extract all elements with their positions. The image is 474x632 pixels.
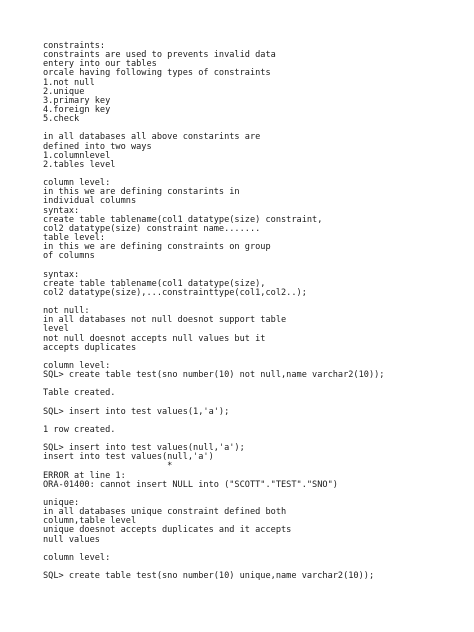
document-line: ERROR at line 1: [43, 470, 126, 481]
document-line: not null doesnot accepts null values but it [43, 333, 266, 344]
document-line: constraints are used to prevents invalid data [43, 50, 276, 61]
document-line: in this we are defining constraints on group [43, 242, 271, 253]
document-line: in all databases unique constraint defined both [43, 507, 287, 518]
document-line: constraints: [43, 41, 106, 51]
document-line: defined into two ways [43, 141, 152, 152]
document-line [43, 490, 463, 499]
document-line: 1.columnlevel [43, 150, 111, 161]
document-line [43, 261, 463, 270]
document-line: col2 datatype(size),...constrainttype(col1,col2..); [43, 287, 307, 298]
document-line: accepts duplicates [43, 342, 137, 353]
document-line: in all databases not null doesnot support table [43, 315, 287, 326]
document-line: syntax: [43, 205, 80, 216]
document-line: 3.primary key [43, 95, 111, 106]
document-line: in all databases all above constarints are [43, 132, 261, 143]
document-line: 5.check [43, 114, 80, 125]
document-line: 1.not null [43, 77, 95, 88]
document-line: column level: [43, 360, 111, 371]
document-line: entery into our tables [43, 59, 157, 70]
document-line: unique doesnot accepts duplicates and it accepts [43, 525, 292, 536]
document-line: not null: [43, 306, 90, 317]
document-line: level [43, 324, 69, 335]
document-line: column,table level [43, 516, 137, 527]
document-line: SQL> create table test(sno number(10) not null,name varchar2(10)); [43, 370, 385, 381]
document-line: ORA-01400: cannot insert NULL into ("SCOTT"."TEST"."SNO") [43, 479, 338, 490]
document-line: col2 datatype(size) constraint name....... [43, 223, 261, 234]
document-line: create table tablename(col1 datatype(size), [43, 278, 266, 289]
document-line: null values [43, 534, 100, 545]
document-line: SQL> insert into test values(1,'a'); [43, 406, 230, 417]
document-line: unique: [43, 498, 80, 509]
document-line: column level: [43, 178, 111, 189]
document-line [43, 298, 463, 307]
document-text [43, 42, 463, 581]
document-line: of columns [43, 251, 95, 262]
document-line: 2.unique [43, 86, 85, 97]
document-line: syntax: [43, 269, 80, 280]
document-line: 1 row created. [43, 424, 116, 435]
document-line: * [43, 461, 173, 472]
document-line: column level: [43, 552, 111, 563]
document-line: individual columns [43, 196, 137, 207]
document-line: table level: [43, 232, 106, 243]
document-line: create table tablename(col1 datatype(size) constraint, [43, 214, 323, 225]
document-line: SQL> create table test(sno number(10) unique,name varchar2(10)); [43, 571, 375, 582]
document-line: 4.foreign key [43, 104, 111, 115]
document-line: orcale having following types of constraints [43, 68, 271, 79]
document-line: in this we are defining constarints in [43, 187, 240, 198]
document-line: insert into test values(null,'a') [43, 452, 214, 463]
document-line: SQL> insert into test values(null,'a'); [43, 443, 245, 454]
document-line: 2.tables level [43, 159, 116, 170]
document-line: Table created. [43, 388, 116, 399]
